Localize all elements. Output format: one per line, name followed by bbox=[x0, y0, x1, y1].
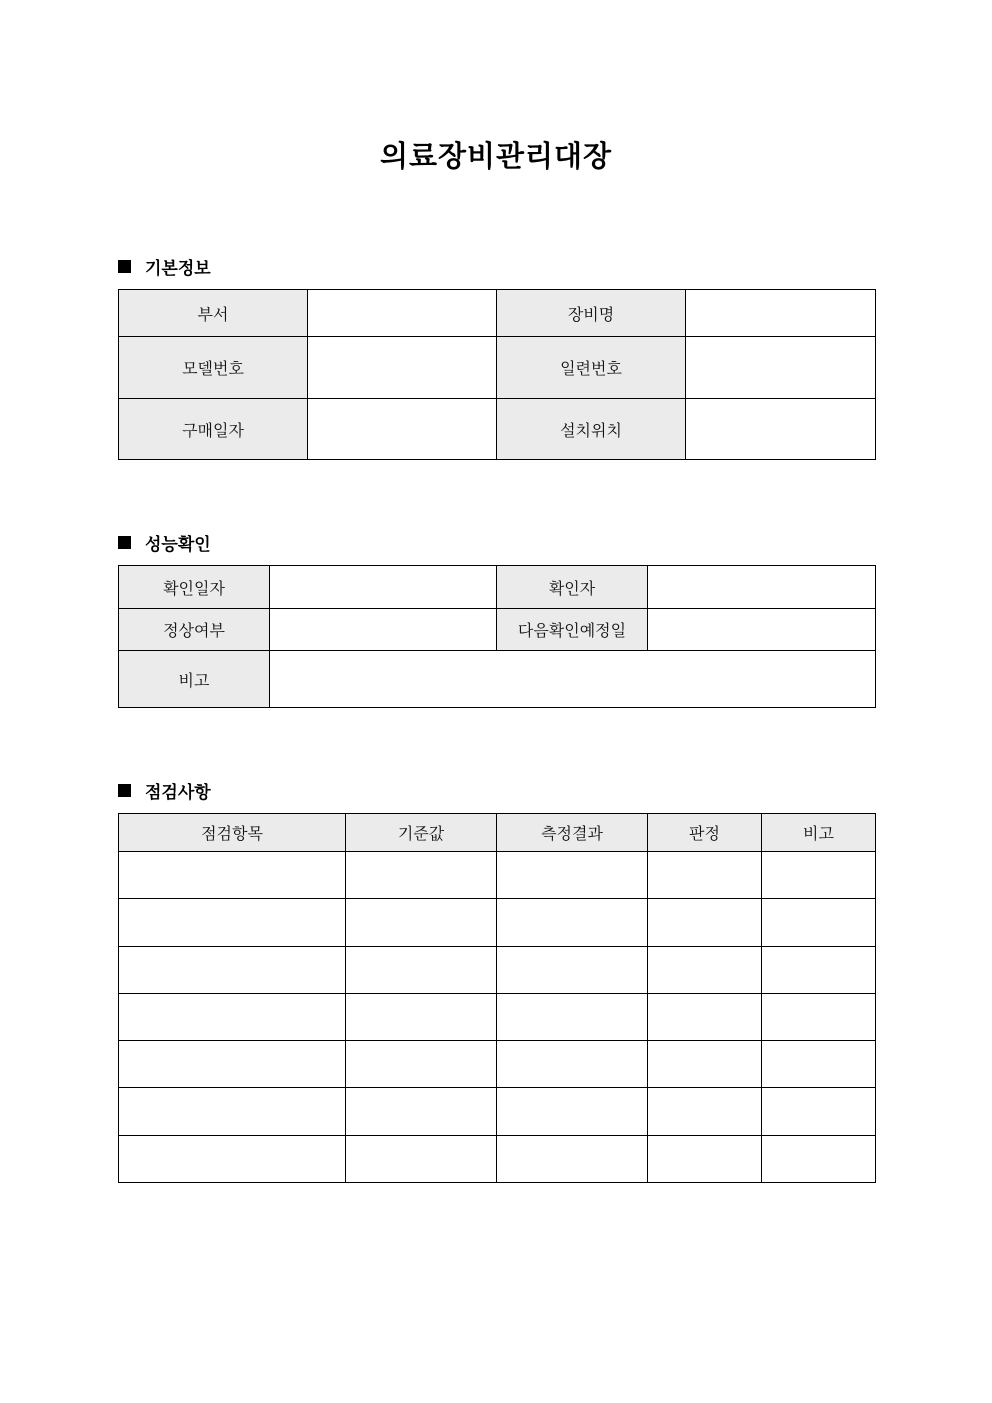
column-header-item: 점검항목 bbox=[119, 814, 346, 852]
result-cell[interactable] bbox=[497, 899, 648, 947]
label-normal-status: 정상여부 bbox=[119, 609, 270, 651]
check-date-field[interactable] bbox=[270, 566, 497, 609]
section-title: 점검사항 bbox=[145, 783, 211, 803]
label-check-date: 확인일자 bbox=[119, 566, 270, 609]
label-model-number: 모델번호 bbox=[119, 337, 308, 399]
label-install-location: 설치위치 bbox=[497, 399, 686, 460]
table-row bbox=[119, 290, 876, 337]
table-row bbox=[119, 852, 876, 899]
result-cell[interactable] bbox=[497, 1041, 648, 1088]
column-header-reference: 기준값 bbox=[346, 814, 497, 852]
section-heading-inspection-items bbox=[118, 778, 211, 803]
label-next-check-date: 다음확인예정일 bbox=[497, 609, 648, 651]
item-cell[interactable] bbox=[119, 1136, 346, 1183]
section-heading-performance-check bbox=[118, 530, 211, 555]
remarks-cell[interactable] bbox=[762, 1088, 876, 1136]
item-cell[interactable] bbox=[119, 1088, 346, 1136]
black-square-icon bbox=[118, 260, 131, 273]
item-cell[interactable] bbox=[119, 1041, 346, 1088]
result-cell[interactable] bbox=[497, 947, 648, 994]
judgement-cell[interactable] bbox=[648, 1136, 762, 1183]
reference-cell[interactable] bbox=[346, 852, 497, 899]
label-department: 부서 bbox=[119, 290, 308, 337]
section-title: 기본정보 bbox=[145, 259, 211, 279]
judgement-cell[interactable] bbox=[648, 1041, 762, 1088]
table-row bbox=[119, 609, 876, 651]
item-cell[interactable] bbox=[119, 852, 346, 899]
remarks-cell[interactable] bbox=[762, 852, 876, 899]
table-header-row bbox=[119, 814, 876, 852]
remarks-cell[interactable] bbox=[762, 947, 876, 994]
label-checker: 확인자 bbox=[497, 566, 648, 609]
table-row bbox=[119, 337, 876, 399]
item-cell[interactable] bbox=[119, 899, 346, 947]
equipment-name-field[interactable] bbox=[686, 290, 876, 337]
item-cell[interactable] bbox=[119, 994, 346, 1041]
result-cell[interactable] bbox=[497, 852, 648, 899]
column-header-remarks: 비고 bbox=[762, 814, 876, 852]
black-square-icon bbox=[118, 784, 131, 797]
column-header-judgement: 판정 bbox=[648, 814, 762, 852]
label-equipment-name: 장비명 bbox=[497, 290, 686, 337]
install-location-field[interactable] bbox=[686, 399, 876, 460]
checker-field[interactable] bbox=[648, 566, 876, 609]
table-row bbox=[119, 399, 876, 460]
judgement-cell[interactable] bbox=[648, 899, 762, 947]
department-field[interactable] bbox=[308, 290, 497, 337]
remarks-cell[interactable] bbox=[762, 1041, 876, 1088]
item-cell[interactable] bbox=[119, 947, 346, 994]
reference-cell[interactable] bbox=[346, 947, 497, 994]
performance-check-table bbox=[118, 565, 876, 708]
remarks-cell[interactable] bbox=[762, 1136, 876, 1183]
table-row bbox=[119, 566, 876, 609]
judgement-cell[interactable] bbox=[648, 1088, 762, 1136]
column-header-result: 측정결과 bbox=[497, 814, 648, 852]
result-cell[interactable] bbox=[497, 1088, 648, 1136]
label-purchase-date: 구매일자 bbox=[119, 399, 308, 460]
serial-number-field[interactable] bbox=[686, 337, 876, 399]
label-remarks: 비고 bbox=[119, 651, 270, 708]
reference-cell[interactable] bbox=[346, 1136, 497, 1183]
remarks-cell[interactable] bbox=[762, 899, 876, 947]
section-heading-basic-info bbox=[118, 254, 211, 279]
reference-cell[interactable] bbox=[346, 994, 497, 1041]
black-square-icon bbox=[118, 536, 131, 549]
document-title: 의료장비관리대장 bbox=[379, 139, 613, 173]
inspection-items-table bbox=[118, 813, 876, 1183]
table-row bbox=[119, 994, 876, 1041]
table-row bbox=[119, 1136, 876, 1183]
judgement-cell[interactable] bbox=[648, 947, 762, 994]
table-row bbox=[119, 1088, 876, 1136]
reference-cell[interactable] bbox=[346, 1088, 497, 1136]
table-row bbox=[119, 947, 876, 994]
next-check-date-field[interactable] bbox=[648, 609, 876, 651]
purchase-date-field[interactable] bbox=[308, 399, 497, 460]
result-cell[interactable] bbox=[497, 1136, 648, 1183]
section-title: 성능확인 bbox=[145, 535, 211, 555]
table-row bbox=[119, 651, 876, 708]
normal-status-field[interactable] bbox=[270, 609, 497, 651]
reference-cell[interactable] bbox=[346, 1041, 497, 1088]
basic-info-table bbox=[118, 289, 876, 460]
model-number-field[interactable] bbox=[308, 337, 497, 399]
judgement-cell[interactable] bbox=[648, 852, 762, 899]
remarks-cell[interactable] bbox=[762, 994, 876, 1041]
label-serial-number: 일련번호 bbox=[497, 337, 686, 399]
judgement-cell[interactable] bbox=[648, 994, 762, 1041]
table-row bbox=[119, 899, 876, 947]
reference-cell[interactable] bbox=[346, 899, 497, 947]
result-cell[interactable] bbox=[497, 994, 648, 1041]
table-row bbox=[119, 1041, 876, 1088]
remarks-field[interactable] bbox=[270, 651, 876, 708]
